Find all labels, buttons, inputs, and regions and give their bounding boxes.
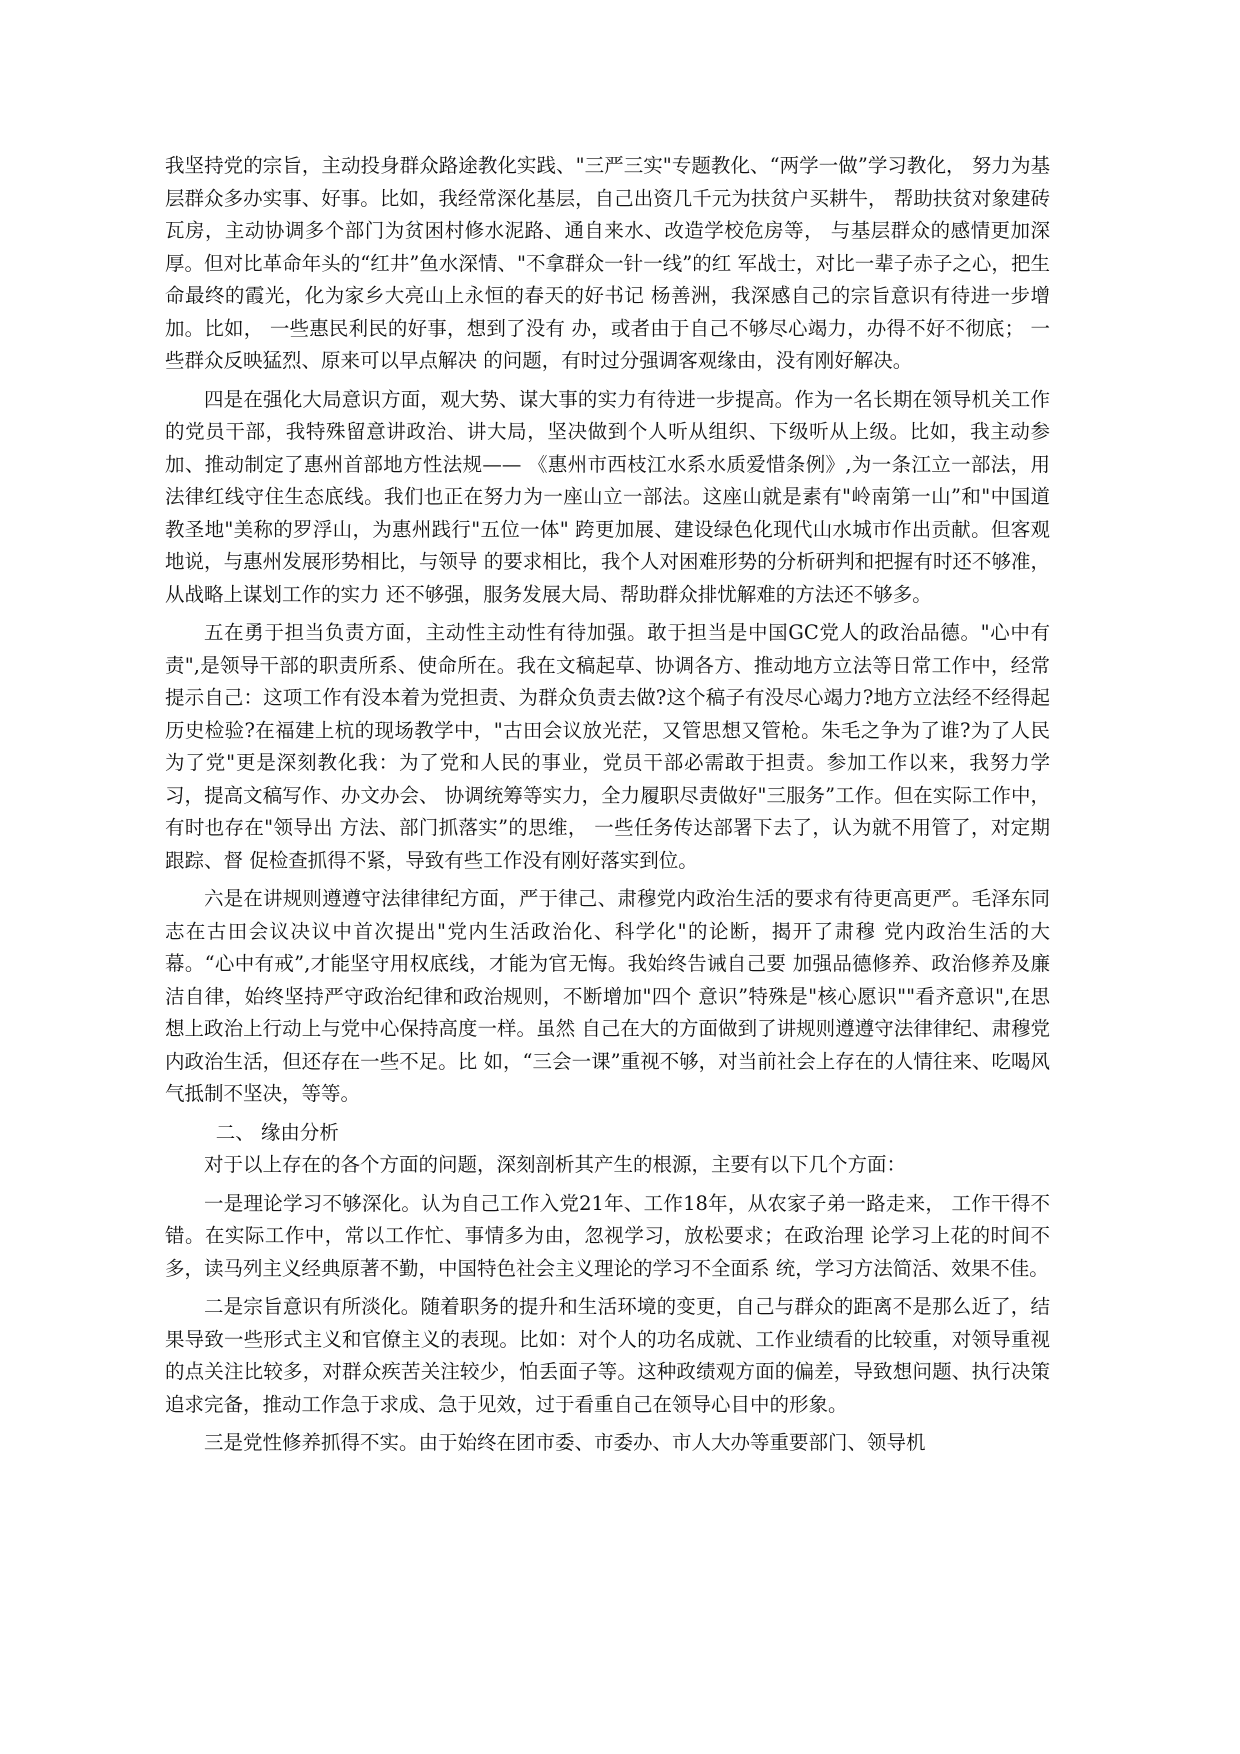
paragraph-purpose-awareness: 我坚持党的宗旨，主动投身群众路途教化实践、"三严三实"专题教化、“两学一做”学习教化， 努力为基层群众多办实事、好事。比如，我经常深化基层，自己出资几千元为扶贫户买耕牛， 帮助扶贫对象建砖瓦房，主动协调多个部门为贫困村修水泥路、通自来水、改造学校危房等， 与基层群众的感情更加深厚。但对比革命年头的“红井”鱼水深情、"不拿群众一针一线”的红 军战士，对比一辈子赤子之心，把生命最终的霞光，化为家乡大亮山上永恒的春天的好书记 杨善洲，我深感自己的宗旨意识有待进一步增加。比如， 一些惠民利民的好事，想到了没有 办，或者由于自己不够尽心竭力，办得不好不彻底； 一些群众反映猛烈、原来可以早点解决 的问题，有时过分强调客观缘由，没有刚好解决。 [165, 154, 1050, 372]
section-heading-cause-analysis: 二、 缘由分析 [215, 1120, 339, 1144]
paragraph-discipline: 六是在讲规则遵遵守法律律纪方面，严于律己、肃穆党内政治生活的要求有待更高更严。毛泽东同志在古田会议决议中首次提出"党内生活政治化、科学化"的论断，揭开了肃穆 党内政治生活的大幕。“心中有戒”,才能坚守用权底线，才能为官无悔。我始终告诫自己要 加强品德修养、政治修养及廉洁自律，始终坚持严守政治纪律和政治规则，不断增加"四个 意识”特殊是"核心愿识""看齐意识",在思想上政治上行动上与党中心保持高度一样。虽然 自己在大的方面做到了讲规则遵遵守法律律纪、肃穆党内政治生活，但还存在一些不足。比 如，“三会一课”重视不够，对当前社会上存在的人情往来、吃喝风气抵制不坚决，等等。 [165, 887, 1050, 1105]
paragraph-party-cultivation: 三是党性修养抓得不实。由于始终在团市委、市委办、市人大办等重要部门、领导机 [204, 1431, 926, 1454]
paragraph-overall-awareness: 四是在强化大局意识方面，观大势、谋大事的实力有待进一步提高。作为一名长期在领导机关工作的党员干部，我特殊留意讲政治、讲大局，坚决做到个人听从组织、下级听从上级。比如，我主动参加、推动制定了惠州首部地方性法规—— 《惠州市西枝江水系水质爱惜条例》,为一条江立一部法，用法律红线守住生态底线。我们也正在努力为一座山立一部法。这座山就是素有"岭南第一山”和"中国道教圣地"美称的罗浮山，为惠州践行"五位一体" 跨更加展、建设绿色化现代山水城市作出贡献。但客观地说，与惠州发展形势相比，与领导 的要求相比，我个人对困难形势的分析研判和把握有时还不够准，从战略上谋划工作的实力 还不够强，服务发展大局、帮助群众排忧解难的方法还不够多。 [165, 387, 1050, 606]
paragraph-analysis-intro: 对于以上存在的各个方面的问题，深刻剖析其产生的根源，主要有以下几个方面： [204, 1153, 907, 1176]
document-page [165, 150, 1050, 1466]
paragraph-theory-study: 一是理论学习不够深化。认为自己工作入党21年、工作18年，从农家子弟一路走来， 工作干得不错。在实际工作中，常以工作忙、事情多为由，忽视学习，放松要求；在政治理 论学习上花的时间不多，读马列主义经典原著不勤，中国特色社会主义理论的学习不全面系 统，学习方法简活、效果不佳。 [165, 1191, 1050, 1280]
paragraph-responsibility: 五在勇于担当负责方面，主动性主动性有待加强。敢于担当是中国GC党人的政治品德。"心中有责",是领导干部的职责所系、使命所在。我在文稿起草、协调各方、推动地方立法等日常工作中，经常提示自己：这项工作有没本着为党担责、为群众负责去做?这个稿子有没尽心竭力?地方立法经不经得起历史检验?在福建上杭的现场教学中，"古田会议放光茫，又管思想又管枪。朱毛之争为了谁?为了人民为了党"更是深刻教化我：为了党和人民的事业，党员干部必需敢于担责。参加工作以来，我努力学习，提高文稿写作、办文办会、 协调统筹等实力，全力履职尽责做好"三服务”工作。但在实际工作中，有时也存在"领导出 方法、部门抓落实”的思维， 一些任务传达部署下去了，认为就不用管了，对定期跟踪、督 促检查抓得不紧，导致有些工作没有刚好落实到位。 [165, 621, 1050, 872]
paragraph-purpose-faded: 二是宗旨意识有所淡化。随着职务的提升和生活环境的变更，自己与群众的距离不是那么近了，结果导致一些形式主义和官僚主义的表现。比如：对个人的功名成就、工作业绩看的比较重，对领导重视的点关注比较多，对群众疾苦关注较少，怕丢面子等。这种政绩观方面的偏差，导致想问题、执行决策追求完备，推动工作急于求成、急于见效，过于看重自己在领导心目中的形象。 [165, 1295, 1050, 1416]
